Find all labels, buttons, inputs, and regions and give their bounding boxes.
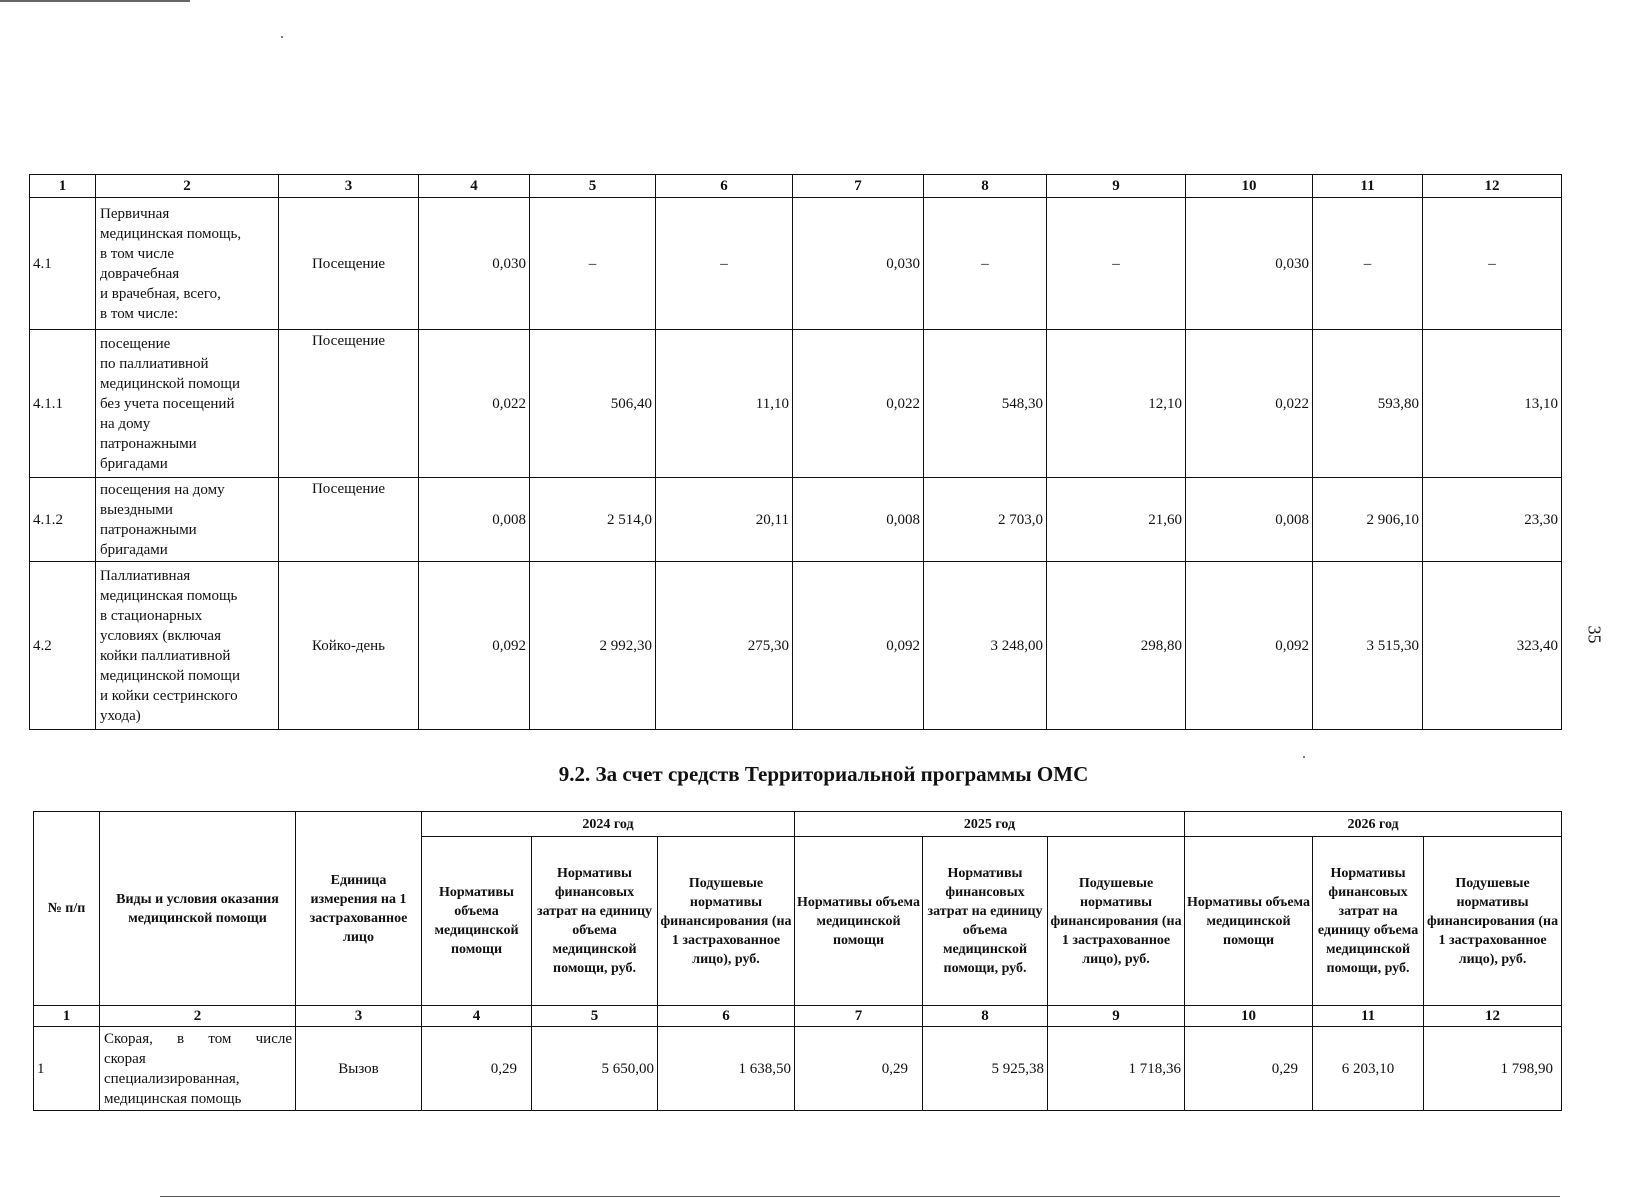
- table-oms: [33, 811, 1562, 1111]
- unit-cell: Койко-день: [279, 562, 419, 730]
- col-number: 11: [1313, 1006, 1424, 1027]
- value-cell: 298,80: [1047, 562, 1186, 730]
- unit-cell: Вызов: [296, 1027, 422, 1111]
- value-cell: 0,030: [1186, 198, 1313, 330]
- description-line: и врачебная, всего,: [100, 285, 221, 302]
- col-number: 1: [30, 175, 96, 198]
- subheader-cost: Нормативы финансовых затрат на единицу объема медицинской помощи, руб.: [923, 837, 1048, 1006]
- description-line: медицинская помощь,: [100, 225, 242, 242]
- table-header-row: [30, 175, 1562, 198]
- row-number: 4.2: [30, 562, 96, 730]
- description-line: патронажными: [100, 435, 197, 452]
- col-number: 10: [1185, 1006, 1313, 1027]
- table-row: [30, 198, 1562, 330]
- value-cell: –: [1047, 198, 1186, 330]
- row-number: 1: [34, 1027, 100, 1111]
- bottom-edge-line: [160, 1196, 1560, 1197]
- col-number: 12: [1423, 175, 1562, 198]
- subheader-cost: Нормативы финансовых затрат на единицу объема медицинской помощи, руб.: [1313, 837, 1424, 1006]
- value-cell: 0,092: [1186, 562, 1313, 730]
- value-cell: 23,30: [1423, 478, 1562, 562]
- value-cell: –: [1423, 198, 1562, 330]
- description-line: доврачебная: [100, 265, 180, 282]
- col-number: 11: [1313, 175, 1423, 198]
- value-cell: 0,008: [419, 478, 530, 562]
- value-cell: 0,008: [793, 478, 924, 562]
- value-cell: 0,022: [1186, 330, 1313, 478]
- value-cell: 13,10: [1423, 330, 1562, 478]
- col-number: 7: [795, 1006, 923, 1027]
- value-cell: –: [924, 198, 1047, 330]
- year-2024-header: 2024 год: [422, 812, 795, 837]
- description-line: без учета посещений: [100, 395, 235, 412]
- value-cell: 2 906,10: [1313, 478, 1423, 562]
- description-line: бригадами: [100, 541, 168, 558]
- description-line: условиях (включая: [100, 627, 221, 644]
- value-cell: 1 718,36: [1048, 1027, 1185, 1111]
- col-number: 2: [100, 1006, 296, 1027]
- row-description: [96, 562, 279, 730]
- value-cell: 0,29: [422, 1027, 532, 1111]
- table-row: [30, 478, 1562, 562]
- table-palliative: [29, 174, 1562, 730]
- row-number: 4.1: [30, 198, 96, 330]
- value-cell: 21,60: [1047, 478, 1186, 562]
- col-number: 5: [530, 175, 656, 198]
- col-number: 9: [1047, 175, 1186, 198]
- col-number: 6: [658, 1006, 795, 1027]
- value-cell: 506,40: [530, 330, 656, 478]
- description-line: Первичная: [100, 205, 170, 222]
- col-number: 3: [296, 1006, 422, 1027]
- value-cell: 12,10: [1047, 330, 1186, 478]
- value-cell: 593,80: [1313, 330, 1423, 478]
- description-line: Паллиативная: [100, 567, 191, 584]
- subheader-cost: Нормативы финансовых затрат на единицу объема медицинской помощи, руб.: [532, 837, 658, 1006]
- value-cell: 323,40: [1423, 562, 1562, 730]
- subheader-volume: Нормативы объема медицинской помощи: [1185, 837, 1313, 1006]
- value-cell: 20,11: [656, 478, 793, 562]
- description-line: койки паллиативной: [100, 647, 231, 664]
- year-header-row: [34, 812, 1562, 837]
- description-line: на дому: [100, 415, 151, 432]
- subheader-percapita: Подушевые нормативы финансирования (на 1 застрахованное лицо), руб.: [1424, 837, 1562, 1006]
- value-cell: 6 203,10: [1313, 1027, 1424, 1111]
- scan-speck: [1303, 756, 1305, 758]
- header-no: № п/п: [34, 812, 100, 1006]
- row-description: [96, 478, 279, 562]
- value-cell: 2 992,30: [530, 562, 656, 730]
- row-number: 4.1.2: [30, 478, 96, 562]
- description-line: патронажными: [100, 521, 197, 538]
- description-line: выездными: [100, 501, 173, 518]
- description-line: специализированная,: [104, 1070, 240, 1087]
- value-cell: 0,092: [419, 562, 530, 730]
- value-cell: 0,29: [795, 1027, 923, 1111]
- description-line: Скорая, в том числе: [104, 1030, 292, 1047]
- value-cell: 5 650,00: [532, 1027, 658, 1111]
- value-cell: 0,030: [793, 198, 924, 330]
- col-number: 1: [34, 1006, 100, 1027]
- col-number: 9: [1048, 1006, 1185, 1027]
- header-unit: Единица измерения на 1 застрахованное лицо: [296, 812, 422, 1006]
- value-cell: –: [530, 198, 656, 330]
- value-cell: 548,30: [924, 330, 1047, 478]
- description-line: медицинской помощи: [100, 667, 240, 684]
- description-line: в том числе:: [100, 305, 179, 322]
- unit-cell: Посещение: [279, 330, 419, 478]
- row-number: 4.1.1: [30, 330, 96, 478]
- description-line: скорая: [104, 1050, 146, 1067]
- description-line: медицинская помощь: [104, 1090, 242, 1107]
- description-line: в стационарных: [100, 607, 203, 624]
- section-title: 9.2. За счет средств Территориальной программы ОМС: [558, 762, 1089, 786]
- column-number-row: [34, 1006, 1562, 1027]
- col-number: 4: [422, 1006, 532, 1027]
- subheader-volume: Нормативы объема медицинской помощи: [422, 837, 532, 1006]
- value-cell: 275,30: [656, 562, 793, 730]
- subheader-volume: Нормативы объема медицинской помощи: [795, 837, 923, 1006]
- description-line: бригадами: [100, 455, 168, 472]
- row-description: [96, 330, 279, 478]
- year-2025-header: 2025 год: [795, 812, 1185, 837]
- value-cell: 3 515,30: [1313, 562, 1423, 730]
- value-cell: 2 703,0: [924, 478, 1047, 562]
- top-edge-line: [0, 0, 190, 2]
- unit-cell: Посещение: [279, 478, 419, 562]
- unit-cell: Посещение: [279, 198, 419, 330]
- value-cell: 0,022: [793, 330, 924, 478]
- description-line: медицинская помощь: [100, 587, 238, 604]
- value-cell: 1 638,50: [658, 1027, 795, 1111]
- scan-speck: [281, 36, 283, 38]
- description-line: посещение: [100, 335, 171, 352]
- value-cell: 2 514,0: [530, 478, 656, 562]
- description-line: по паллиативной: [100, 355, 209, 372]
- table-row: [30, 562, 1562, 730]
- col-number: 8: [923, 1006, 1048, 1027]
- subheader-percapita: Подушевые нормативы финансирования (на 1 застрахованное лицо), руб.: [658, 837, 795, 1006]
- value-cell: 1 798,90: [1424, 1027, 1562, 1111]
- value-cell: 11,10: [656, 330, 793, 478]
- value-cell: 0,092: [793, 562, 924, 730]
- subheader-percapita: Подушевые нормативы финансирования (на 1 застрахованное лицо), руб.: [1048, 837, 1185, 1006]
- col-number: 7: [793, 175, 924, 198]
- description-line: медицинской помощи: [100, 375, 240, 392]
- value-cell: 0,008: [1186, 478, 1313, 562]
- col-number: 3: [279, 175, 419, 198]
- table-row: [30, 330, 1562, 478]
- value-cell: –: [656, 198, 793, 330]
- description-line: ухода): [100, 707, 141, 724]
- col-number: 5: [532, 1006, 658, 1027]
- col-number: 10: [1186, 175, 1313, 198]
- description-line: и койки сестринского: [100, 687, 238, 704]
- value-cell: 3 248,00: [924, 562, 1047, 730]
- header-kind: Виды и условия оказания медицинской помощи: [100, 812, 296, 1006]
- value-cell: 5 925,38: [923, 1027, 1048, 1111]
- col-number: 4: [419, 175, 530, 198]
- col-number: 8: [924, 175, 1047, 198]
- row-description: [96, 198, 279, 330]
- year-2026-header: 2026 год: [1185, 812, 1562, 837]
- value-cell: 0,022: [419, 330, 530, 478]
- col-number: 12: [1424, 1006, 1562, 1027]
- value-cell: –: [1313, 198, 1423, 330]
- col-number: 6: [656, 175, 793, 198]
- description-line: посещения на дому: [100, 481, 225, 498]
- table-row: [34, 1027, 1562, 1111]
- description-line: в том числе: [100, 245, 175, 262]
- row-description: [100, 1027, 296, 1111]
- value-cell: 0,29: [1185, 1027, 1313, 1111]
- page-number: 35: [1584, 625, 1605, 644]
- col-number: 2: [96, 175, 279, 198]
- value-cell: 0,030: [419, 198, 530, 330]
